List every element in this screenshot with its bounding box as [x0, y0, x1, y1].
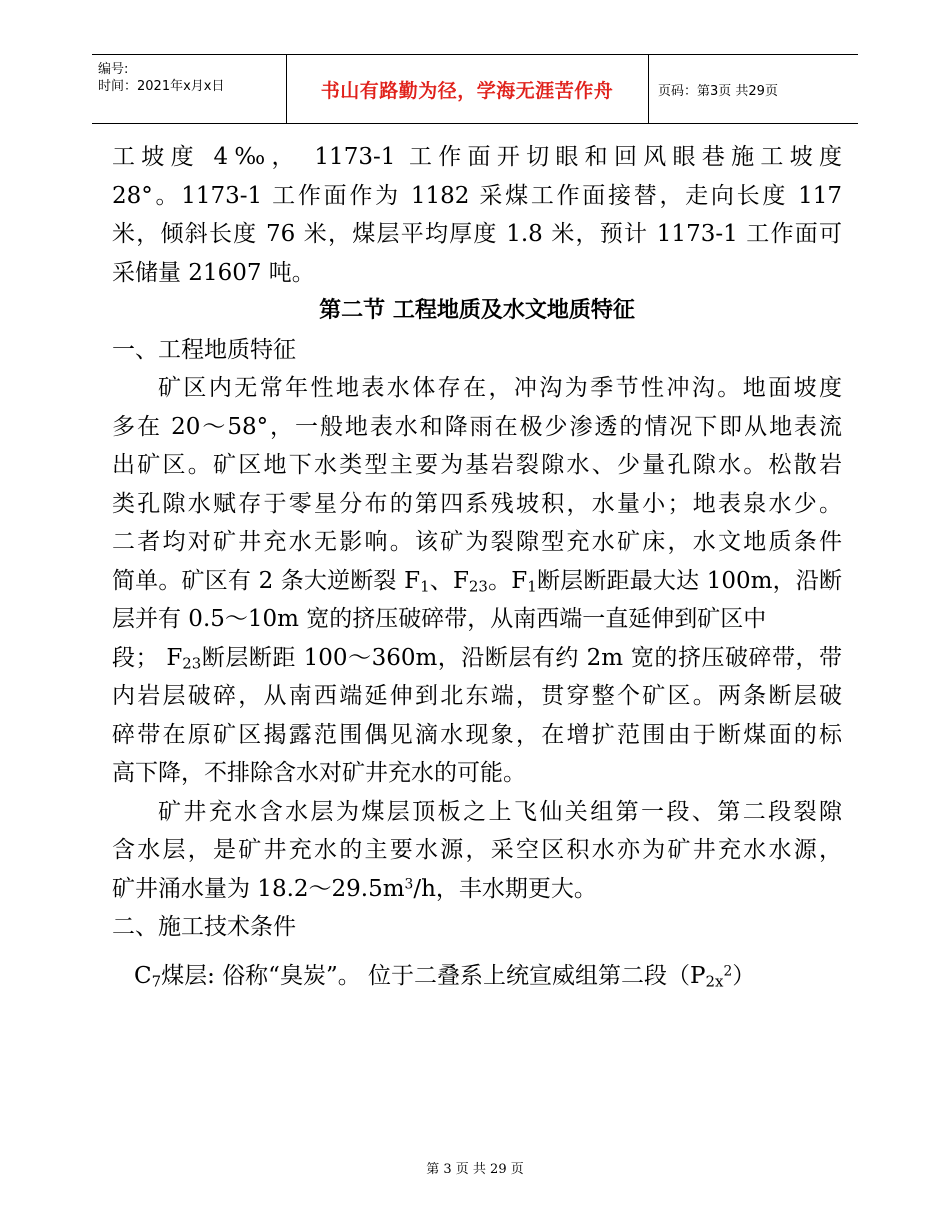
text-line: 多在 20～58°，一般地表水和降雨在极少渗透的情况下即从地表流 — [112, 413, 842, 440]
header-meta — [98, 61, 224, 95]
text-line: 内岩层破碎，从南西端延伸到北东端，贯穿整个矿区。两条断层破 — [112, 683, 842, 709]
header-divider — [648, 55, 649, 123]
text-run: C — [134, 962, 152, 989]
text-run: /h，丰水期更大。 — [413, 875, 597, 902]
header-page-info: 页码：第3页 共29页 — [658, 83, 778, 99]
text-line: 矿区内无常年性地表水体存在，冲沟为季节性冲沟。地面坡度 — [158, 375, 842, 401]
document-body — [112, 138, 842, 995]
text-run: 。F — [487, 567, 528, 594]
subscript: 1 — [420, 577, 430, 596]
superscript: 3 — [404, 875, 414, 892]
text-line: 工坡度 4‰， 1173-1 工作面开切眼和回风眼巷施工坡度 — [112, 144, 842, 170]
text-run: 断层断距最大达 100m，沿断 — [536, 567, 842, 594]
text-line: 含水层，是矿井充水的主要水源，采空区积水亦为矿井充水水源， — [112, 837, 842, 863]
text-line: 高下降，不排除含水对矿井充水的可能。 — [112, 760, 526, 786]
text-line: 出矿区。矿区地下水类型主要为基岩裂隙水、少量孔隙水。松散岩 — [112, 452, 842, 478]
text-line: 二者均对矿井充水无影响。该矿为裂隙型充水矿床，水文地质条件 — [112, 529, 842, 555]
text-line: 矿井充水含水层为煤层顶板之上飞仙关组第一段、第二段裂隙 — [158, 798, 842, 825]
page-footer: 第 3 页 共 29 页 — [426, 1162, 524, 1177]
text-run: 简单。矿区有 2 条大逆断裂 F — [112, 567, 421, 594]
number-label: 编号: — [98, 62, 129, 77]
subsection-heading: 二、施工技术条件 — [112, 914, 296, 940]
document-header — [92, 54, 858, 124]
text-line: 采储量 21607 吨。 — [112, 259, 315, 286]
time-label: 时间：2021年x月x日 — [98, 79, 225, 94]
text-line: 米，倾斜长度 76 米，煤层平均厚度 1.8 米，预计 1173-1 工作面可 — [112, 221, 842, 247]
text-line: 层并有 0.5～10m 宽的挤压破碎带，从南西端一直延伸到矿区中 — [112, 606, 767, 632]
section-title: 第二节 工程地质及水文地质特征 — [319, 298, 635, 323]
text-run: 矿井涌水量为 18.2～29.5m — [112, 875, 405, 902]
subscript: 2x — [705, 972, 724, 991]
text-line — [112, 639, 842, 678]
text-line — [112, 957, 842, 996]
text-run: ） — [732, 962, 756, 989]
text-run: 煤层: 俗称“臭炭”。 位于二叠系上统宣威组第二段（P — [161, 962, 706, 989]
text-line: 碎带在原矿区揭露范围偶见滴水现象，在增扩范围由于断煤面的标 — [112, 721, 842, 748]
subsection-heading: 一、工程地质特征 — [112, 336, 296, 363]
subscript: 23 — [182, 654, 202, 673]
text-run: 段； F — [112, 644, 183, 671]
text-run: 、F — [429, 567, 469, 594]
text-run: 断层断距 100～360m，沿断层有约 2m 宽的挤压破碎带，带 — [201, 644, 842, 671]
subscript: 1 — [527, 577, 537, 596]
superscript: 2 — [723, 962, 733, 979]
text-line — [112, 562, 842, 601]
subscript: 7 — [151, 972, 162, 991]
header-motto: 书山有路勤为径，学海无涯苦作舟 — [320, 79, 614, 102]
text-line: 类孔隙水赋存于零星分布的第四系残坡积，水量小；地表泉水少。 — [112, 490, 842, 517]
text-line — [112, 870, 842, 909]
text-line: 28°。1173-1 工作面作为 1182 采煤工作面接替，走向长度 117 — [112, 182, 842, 209]
subscript: 23 — [468, 577, 488, 596]
